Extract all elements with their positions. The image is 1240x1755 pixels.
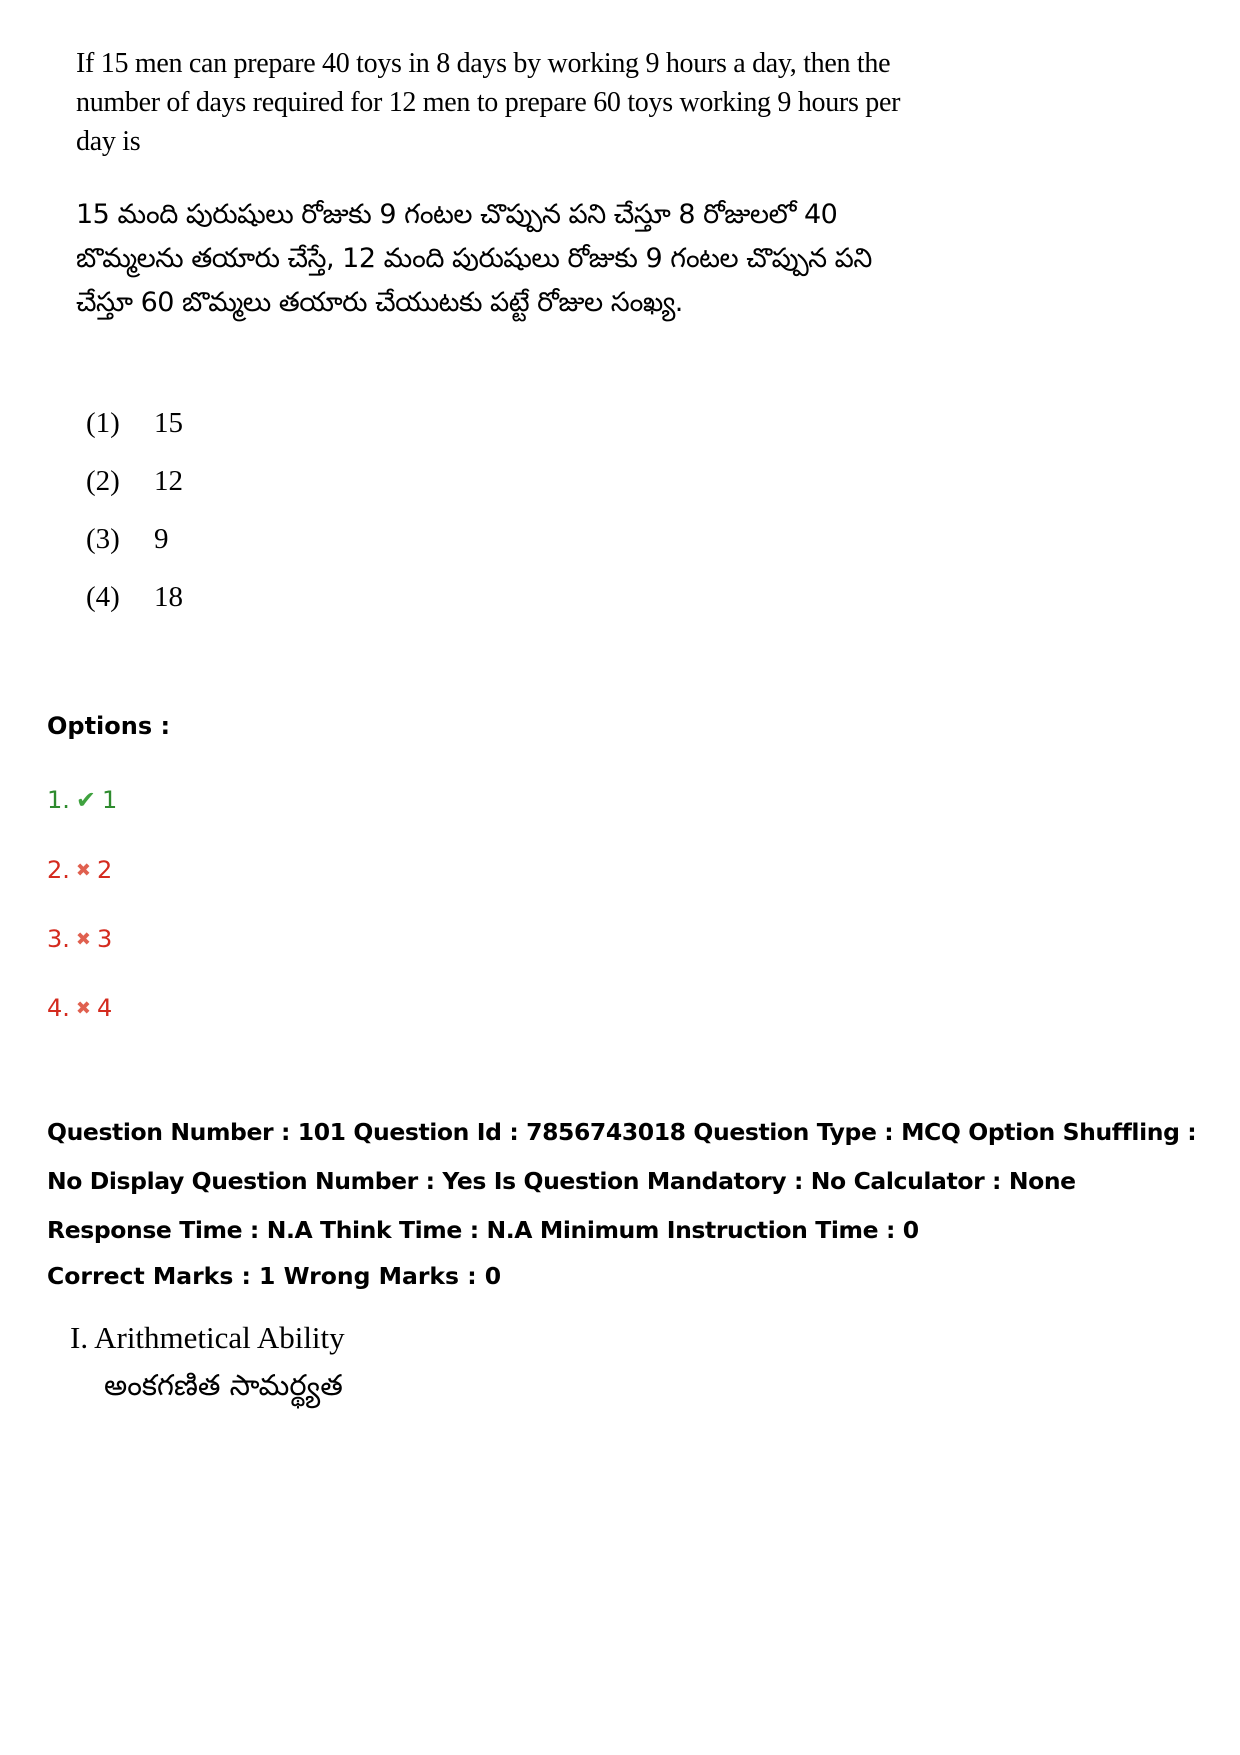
question-text-telugu: 15 మంది పురుషులు రోజుకు 9 గంటల చొప్పున పని చేస్తూ 8 రోజులలో 40 బొమ్మలను తయారు చేస్తే, 12 మంది పురుషులు రోజుకు 9 గంటల చొప్పున పని చేస్తూ 60 బొమ్మలు తయారు చేయుటకు పట్టే రోజుల సంఖ్య. [76,199,872,318]
question-metadata: Question Number : 101 Question Id : 7856743018 Question Type : MCQ Option Shuffling : No Display Question Number : Yes Is Question Mandatory : No Calculator : None Response Time : N.A Think Time : N.A Minimum Instruction Time : 0 [47,1118,1197,1244]
check-icon: ✔ [75,786,97,814]
question-option [86,407,183,465]
question-option-value: 9 [154,523,169,555]
answer-choice-4 [47,994,112,1022]
question-option-number: (4) [86,581,120,613]
section-title-english: I. Arithmetical Ability [70,1320,345,1355]
question-option-list [86,407,183,639]
question-option-value: 18 [154,581,183,613]
question-option-value: 15 [154,407,183,439]
choice-label: 2 [97,856,113,884]
answer-choice-1 [47,786,117,814]
marks-info: Correct Marks : 1 Wrong Marks : 0 [47,1262,502,1290]
choice-number: 4. [47,994,70,1022]
choice-number: 1. [47,786,70,814]
cross-icon: ✖ [75,859,91,881]
choice-label: 1 [102,786,118,814]
question-option-value: 12 [154,465,183,497]
choice-label: 4 [97,994,113,1022]
cross-icon: ✖ [75,997,91,1019]
question-option [86,581,183,639]
question-option-number: (1) [86,407,120,439]
question-option-number: (2) [86,465,120,497]
answer-choice-3 [47,925,112,953]
cross-icon: ✖ [75,928,91,950]
choice-number: 3. [47,925,70,953]
question-option [86,523,183,581]
question-text-english: If 15 men can prepare 40 toys in 8 days by working 9 hours a day, then the number of days required for 12 men to prepare 60 toys working 9 hours per day is [76,48,901,157]
answer-choice-2 [47,856,112,884]
question-image [76,44,916,325]
question-option-number: (3) [86,523,120,555]
question-option [86,465,183,523]
choice-label: 3 [97,925,113,953]
choice-number: 2. [47,856,70,884]
options-heading: Options : [47,712,171,740]
section-title-telugu: అంకగణిత సామర్థ్యత [104,1368,343,1402]
